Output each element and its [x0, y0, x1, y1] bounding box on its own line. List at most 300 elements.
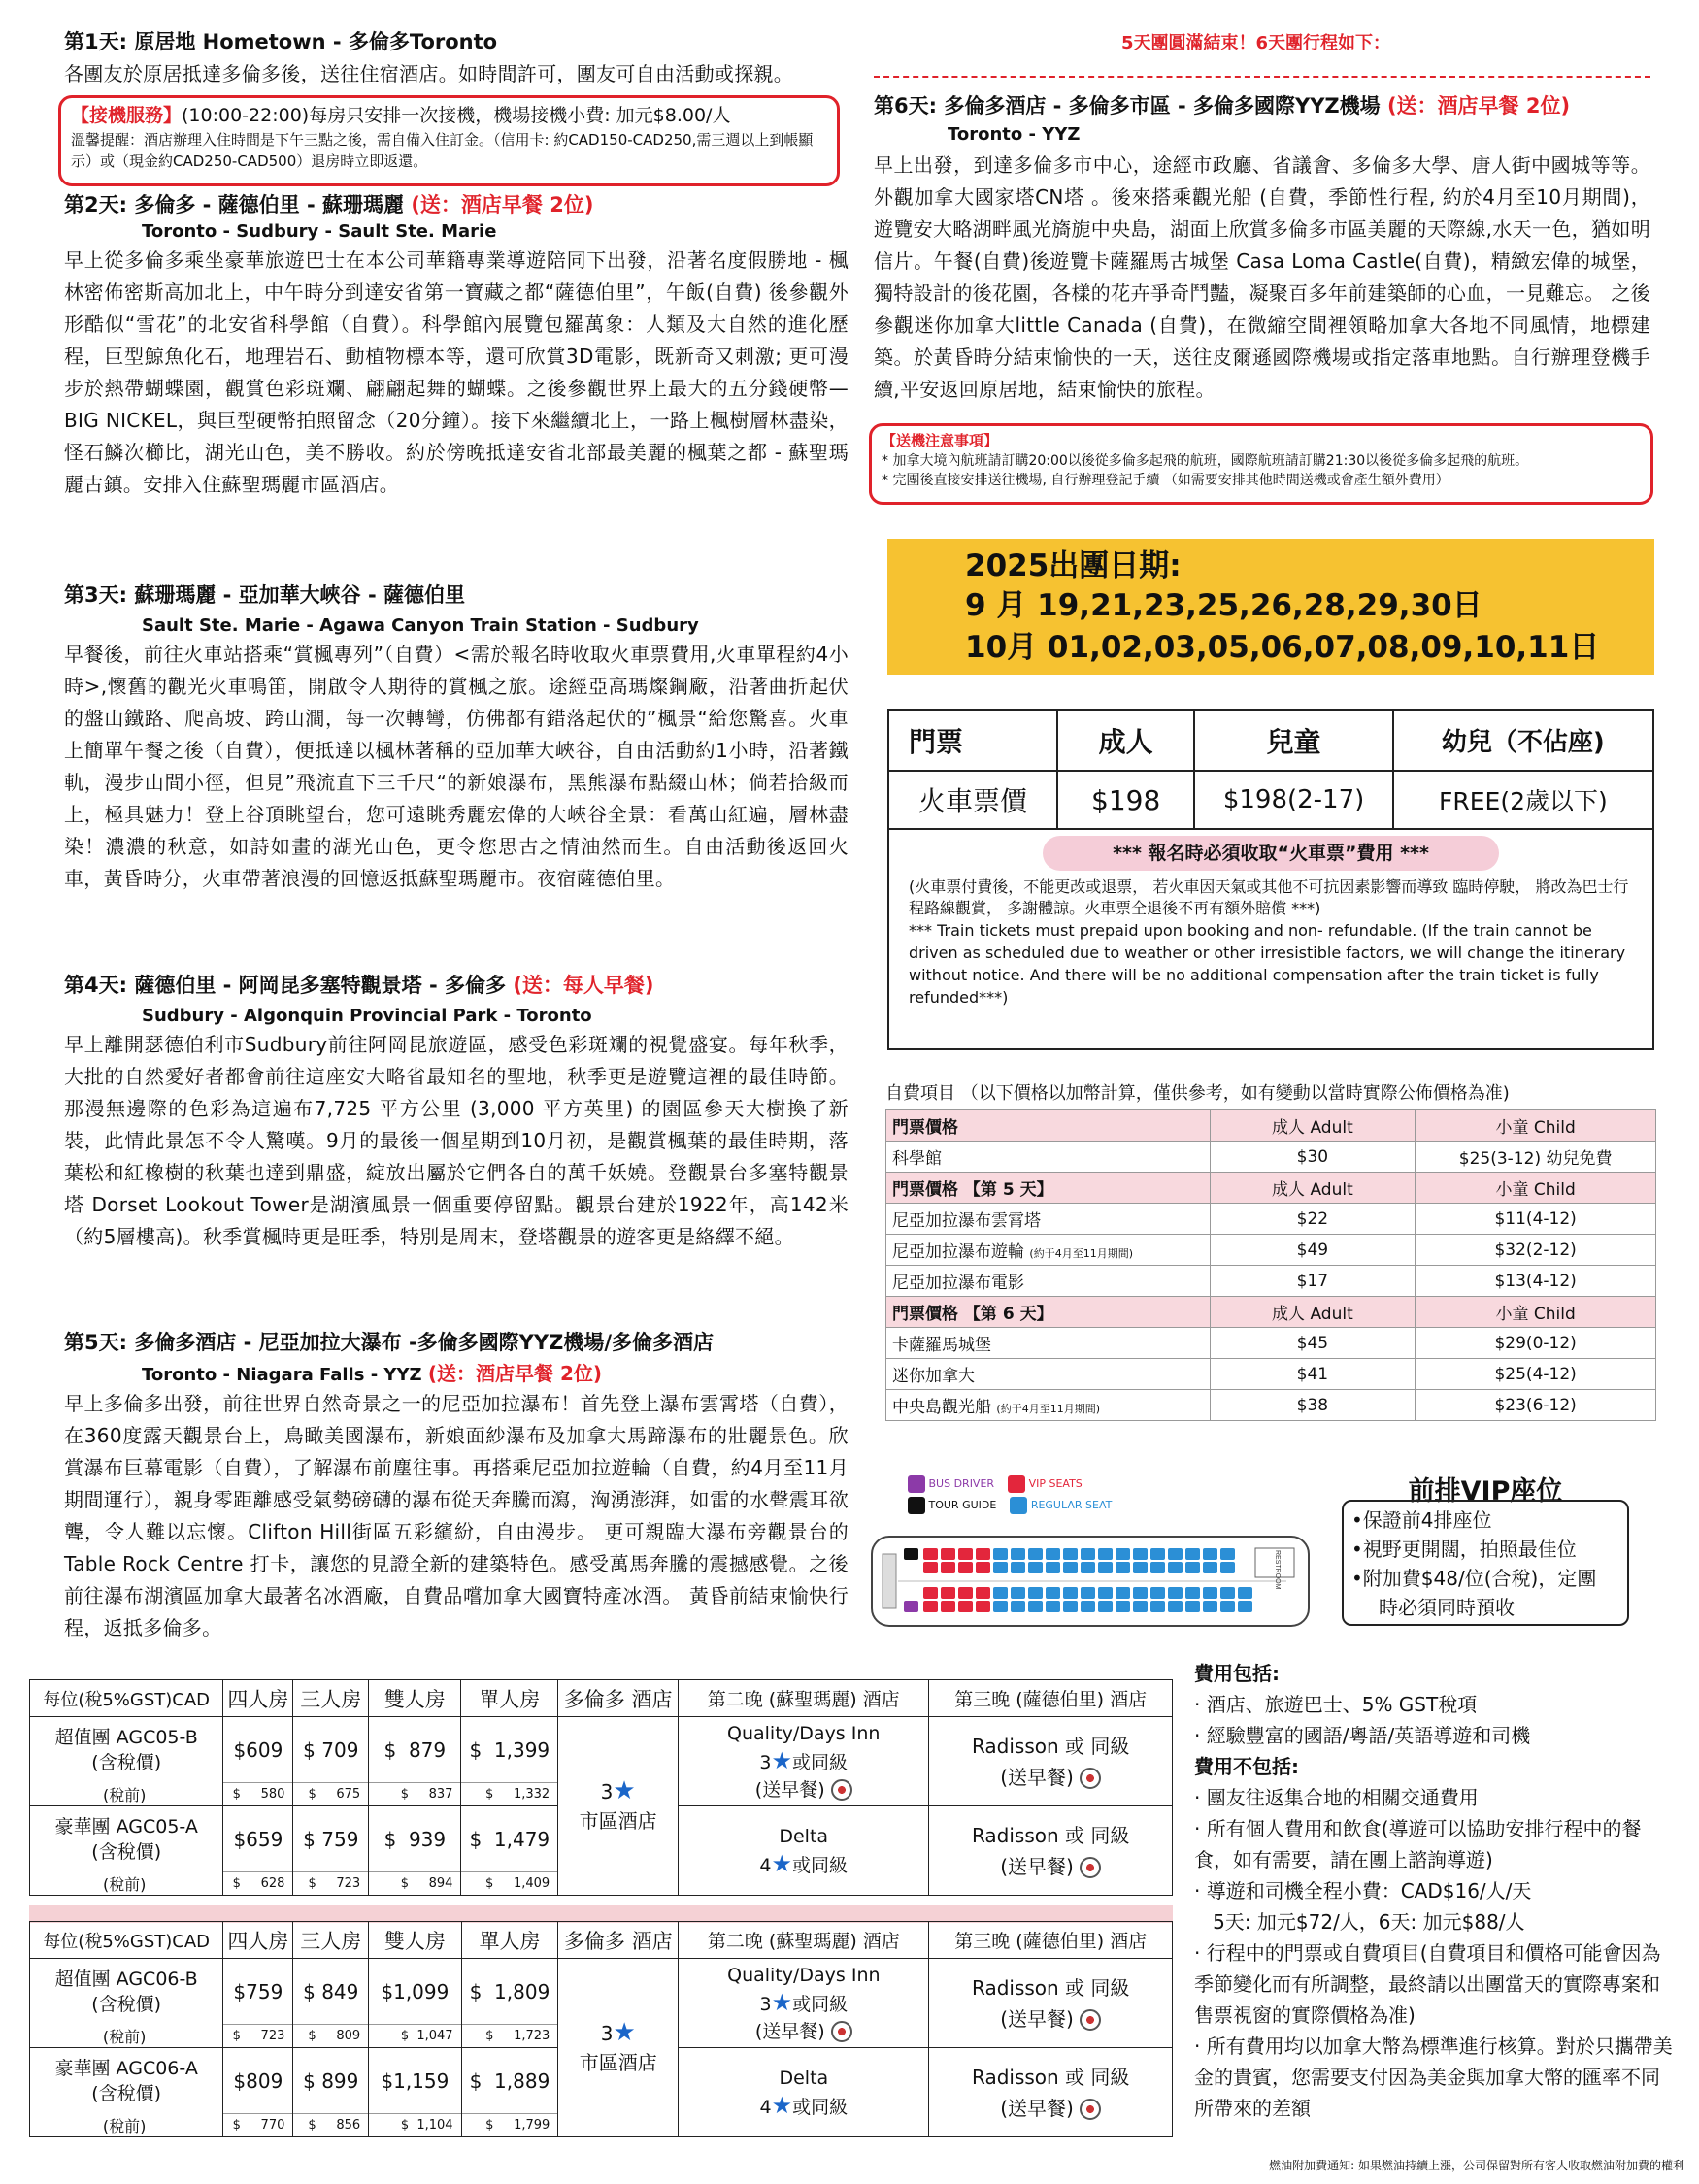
- bus-seat: [1011, 1548, 1025, 1560]
- bus-seat: [1185, 1562, 1200, 1573]
- tour-price-type: (含稅價): [91, 1751, 162, 1773]
- bus-seat: [923, 1548, 938, 1560]
- train-ticket-table: [889, 711, 1652, 830]
- day2-title: 第2天: 多倫多 - 薩德伯里 - 蘇珊瑪麗: [64, 193, 404, 216]
- fees-exclude-2: · 所有個人費用和飲食(導遊可以協助安排行程中的餐食，如有需要，請在團上諮詢導遊): [1194, 1817, 1642, 1871]
- vip-swatch: [1008, 1475, 1025, 1493]
- star-icon: ★: [613, 1776, 636, 1805]
- night2-equiv: 或同級: [792, 1993, 849, 2015]
- bus-seat: [1116, 1587, 1130, 1599]
- pretax-price: $ 1,104: [369, 2114, 461, 2137]
- bus-seat: [1046, 1548, 1060, 1560]
- table-row: [886, 1142, 1656, 1173]
- price-table-5day: [29, 1679, 1173, 1896]
- room-price: $609: [223, 1717, 293, 1783]
- fees-exclude-4: 5天: 加元$72/人，6天: 加元$88/人: [1194, 1910, 1525, 1934]
- day1-text: 各團友於原居抵達多倫多後，送往住宿酒店。如時間許可，團友可自由活動或探親。: [64, 62, 794, 85]
- pretax-price: $ 675: [293, 1783, 369, 1806]
- price-header: 雙人房: [369, 1922, 461, 1959]
- room-price: $ 939: [369, 1806, 461, 1872]
- night3-hotel: Radisson 或 同級: [972, 1975, 1130, 2000]
- bus-seat: [923, 1587, 938, 1599]
- table-row: [886, 1390, 1656, 1421]
- bus-seat: [1116, 1601, 1130, 1612]
- night2-star-count: 4: [759, 2096, 772, 2118]
- bus-seat: [1046, 1601, 1060, 1612]
- item-note: (約于4月至11月期間): [1029, 1247, 1133, 1260]
- breakfast-icon: [831, 1779, 852, 1801]
- bus-seat: [1046, 1562, 1060, 1573]
- room-price: $1,099: [369, 1959, 461, 2025]
- dates-september: 9 月 19,21,23,25,26,28,29,30日: [965, 588, 1482, 623]
- ticket-note-en: *** Train tickets must prepaid upon booking and non- refundable. (If the train cannot be driven as scheduled due to weather or other irresistible factors, we will change the itinerary without notice. And there will be no additional compensation after the train ticket is fully refunded***): [909, 921, 1626, 1007]
- day6-title: 第6天: 多倫多酒店 - 多倫多市區 - 多倫多國際YYZ機場: [874, 94, 1381, 117]
- price-header-row: [30, 1922, 1173, 1959]
- departure-notice-2: * 完團後直接安排送往機場, 自行辦理登記手續 （如需要安排其他時間送機或會產生額外費用）: [882, 473, 1449, 488]
- price-header: 四人房: [223, 1680, 293, 1717]
- item-adult-price: $30: [1210, 1142, 1416, 1173]
- bus-seat: [976, 1562, 990, 1573]
- night2-equiv: 或同級: [792, 1751, 849, 1773]
- top-right-notice: 5天團圓滿結束！6天團行程如下：: [1121, 33, 1391, 53]
- toronto-star-count: 3: [600, 1780, 614, 1803]
- toronto-hotel: 市區酒店: [579, 2051, 657, 2074]
- breakfast-icon: [1080, 2009, 1101, 2031]
- day2-gift: (送：酒店早餐 2位): [411, 193, 594, 216]
- item-child-price: $11(4-12): [1416, 1204, 1656, 1235]
- pickup-text: (10:00-22:00)每房只安排一次接機，機場接機小費: 加元$8.00/人: [182, 105, 731, 126]
- pickup-box: [58, 95, 840, 186]
- bus-seat: [1168, 1562, 1183, 1573]
- item-name: 迷你加拿大: [886, 1359, 1211, 1390]
- bus-seat: [1116, 1548, 1130, 1560]
- bus-seat: [1133, 1562, 1148, 1573]
- day1-title: 第1天: 原居地 Hometown - 多倫多Toronto: [64, 30, 498, 53]
- bus-seat: [1150, 1562, 1165, 1573]
- item-child-price: $25(3-12) 幼兒免費: [1416, 1142, 1656, 1173]
- bus-seat: [1220, 1587, 1235, 1599]
- day4-gift: (送：每人早餐): [513, 974, 654, 997]
- vip-item-3: •附加費$48/位(合稅)，定團: [1351, 1567, 1597, 1590]
- room-price: $1,159: [369, 2048, 461, 2114]
- group2-label: 門票價格 【第 5 天】: [886, 1173, 1211, 1204]
- pretax-price: $ 723: [223, 2025, 293, 2048]
- day5-text: 早上多倫多出發，前往世界自然奇景之一的尼亞加拉瀑布！首先登上瀑布雲霄塔（自費），在360度露天觀景台上，鳥瞰美國瀑布，新娘面紗瀑布及加拿大馬蹄瀑布的壯麗景色。欣賞瀑布巨幕電影（自費），了解瀑布前塵往事。再搭乘尼亞加拉遊輪（自費，約4月至11月期間運行），親身零距離感受氣勢磅礴的瀑布從天奔騰而瀉，洶湧澎湃，如雷的水聲震耳欲聾，令人難以忘懷。Clifton Hill街區五彩繽紛，自由漫步。 更可親臨大瀑布旁觀景台的 Table Rock Centre 打卡，讓您的見證全新的建築特色。感受萬馬奔騰的震撼感覺。之後前往瀑布湖濱區加拿大最著名冰酒廠，自費品嚐加拿大國寶特產冰酒。 黃昏前結束愉快行程，返抵多倫多。: [64, 1392, 849, 1639]
- train-ticket-box: [887, 709, 1654, 1050]
- star-icon: ★: [771, 1746, 793, 1774]
- day3-section: [64, 580, 849, 895]
- group1-adult-header: 成人 Adult: [1210, 1110, 1416, 1142]
- item-note: (約于4月至11月期間): [996, 1403, 1100, 1415]
- price-header: 三人房: [293, 1922, 369, 1959]
- ticket-header-ticket: 門票: [889, 711, 1057, 771]
- fees-exclude-3: · 導遊和司機全程小費：CAD$16/人/天: [1194, 1879, 1532, 1903]
- ticket-child-price: $198(2-17): [1194, 771, 1392, 829]
- bus-seat: [1081, 1587, 1095, 1599]
- departure-notice-1: * 加拿大境內航班請訂購20:00以後從多倫多起飛的航班，國際航班請訂購21:30以後從多倫多起飛的航班。: [882, 453, 1529, 469]
- bus-seat: [1011, 1562, 1025, 1573]
- day5-route: Toronto - Niagara Falls - YYZ: [142, 1365, 422, 1385]
- bus-seat: [1133, 1587, 1148, 1599]
- price-header: 每位(稅5%GST)CAD: [30, 1922, 223, 1959]
- bus-seat: [1220, 1548, 1235, 1560]
- day6-text: 早上出發，到達多倫多市中心，途經市政廳、省議會、多倫多大學、唐人街中國城等等。 外觀加拿大國家塔CN塔 。後來搭乘觀光船 (自費，季節性行程, 約於4月至10月期間)，遊覽安大略湖畔風光旖旎中央島，湖面上欣賞多倫多市區美麗的天際線,水天一色，猶如明信片。午餐(自費)後遊覽卡薩羅馬古城堡 Casa Loma Castle(自費)，精緻宏偉的城堡，獨特設計的後花園，各樣的花卉爭奇鬥豔，凝聚百多年前建築師的心血，一見難忘。 之後參觀迷你加拿大little Canada (自費)，在微縮空間裡領略加拿大各地不同風情，地標建築。於黃昏時分結束愉快的一天，送往皮爾遜國際機場或指定落車地點。自行辦理登機手續,平安返回原居地，結束愉快的旅程。: [874, 153, 1650, 401]
- bus-seat: [1203, 1601, 1217, 1612]
- ticket-banner: *** 報名時必須收取“火車票”費用 ***: [1043, 836, 1499, 871]
- night2-equiv: 或同級: [792, 2096, 849, 2118]
- star-icon: ★: [613, 2018, 636, 2047]
- group3-child-header: 小童 Child: [1416, 1297, 1656, 1328]
- tour-price-type: (含稅價): [91, 2082, 162, 2104]
- table-row: [886, 1359, 1656, 1390]
- breakfast-icon: [831, 2021, 852, 2042]
- day5-section: [64, 1328, 849, 1644]
- bus-seat: [1185, 1601, 1200, 1612]
- bus-seat: [1063, 1562, 1078, 1573]
- breakfast-icon: [1080, 1857, 1101, 1878]
- price-header-row: [30, 1680, 1173, 1717]
- group2-adult-header: 成人 Adult: [1210, 1173, 1416, 1204]
- bus-legend: [908, 1473, 1131, 1516]
- item-adult-price: $17: [1210, 1266, 1416, 1297]
- bus-seat: [1116, 1562, 1130, 1573]
- bus-seat: [1150, 1587, 1165, 1599]
- ticket-adult-price: $198: [1057, 771, 1194, 829]
- group2-child-header: 小童 Child: [1416, 1173, 1656, 1204]
- price-table-6day: [29, 1921, 1173, 2137]
- vip-box: [1342, 1500, 1629, 1626]
- bus-seat: [1028, 1587, 1043, 1599]
- pretax-price: $ 856: [293, 2114, 369, 2137]
- room-price: $ 899: [293, 2048, 369, 2114]
- ticket-header-child: 兒童: [1194, 711, 1392, 771]
- tour-name: 豪華團 AGC05-A: [54, 1815, 198, 1837]
- room-price: $ 879: [369, 1717, 461, 1783]
- fees-exclude-1: · 團友往返集合地的相關交通費用: [1194, 1786, 1479, 1809]
- tour-name: 超值團 AGC06-B: [54, 1968, 198, 1990]
- item-adult-price: $22: [1210, 1204, 1416, 1235]
- room-price: $ 759: [293, 1806, 369, 1872]
- pretax-price: $ 628: [223, 1872, 293, 1896]
- price-header: 多倫多 酒店: [558, 1680, 679, 1717]
- item-name: 尼亞加拉瀑布雲霄塔: [886, 1204, 1211, 1235]
- day6-route: Toronto - YYZ: [948, 124, 1081, 145]
- price-header: 每位(稅5%GST)CAD: [30, 1680, 223, 1717]
- vip-title: 前排VIP座位: [1408, 1476, 1563, 1506]
- breakfast-icon: [1080, 1768, 1101, 1789]
- item-child-price: $23(6-12): [1416, 1390, 1656, 1421]
- own-expense-title: 自費項目 （以下價格以加幣計算，僅供參考，如有變動以當時實際公佈價格為准): [885, 1083, 1510, 1104]
- bus-seat: [976, 1601, 990, 1612]
- night2-equiv: 或同級: [792, 1854, 849, 1876]
- bus-seat: [1150, 1548, 1165, 1560]
- table-row: [886, 1204, 1656, 1235]
- fees-include-title: 費用包括:: [1194, 1662, 1280, 1685]
- item-child-price: $13(4-12): [1416, 1266, 1656, 1297]
- bus-seat: [993, 1562, 1008, 1573]
- night2-star-count: 4: [759, 1854, 772, 1876]
- bus-seat: [958, 1601, 973, 1612]
- tour-price-type: (含稅價): [91, 1840, 162, 1863]
- regular-swatch: [1010, 1497, 1027, 1514]
- price-header: 第三晚 (薩德伯里) 酒店: [929, 1680, 1173, 1717]
- bus-seat: [1203, 1562, 1217, 1573]
- group1-label: 門票價格: [886, 1110, 1211, 1142]
- departure-notice-title: 【送機注意事項】: [882, 432, 999, 449]
- bus-seat: [1168, 1601, 1183, 1612]
- legend-regular: REGULAR SEAT: [1030, 1499, 1113, 1511]
- bus-seat: [941, 1562, 955, 1573]
- star-icon: ★: [771, 1988, 793, 2016]
- bus-seat: [941, 1587, 955, 1599]
- bus-seat: [1220, 1562, 1235, 1573]
- price-header: 多倫多 酒店: [558, 1922, 679, 1959]
- item-name: 卡薩羅馬城堡: [886, 1328, 1211, 1359]
- tax-label: (稅前): [30, 1872, 223, 1896]
- bus-seat: [923, 1562, 938, 1573]
- bus-seat: [1046, 1587, 1060, 1599]
- bus-seat: [1185, 1548, 1200, 1560]
- night3-hotel: Radisson 或 同級: [971, 1734, 1130, 1758]
- driver-swatch: [908, 1475, 925, 1493]
- item-adult-price: $38: [1210, 1390, 1416, 1421]
- day2-text: 早上從多倫多乘坐豪華旅遊巴士在本公司華籍專業導遊陪同下出發，沿著名度假勝地 - 楓林密佈密斯高加北上，中午時分到達安省第一寶藏之都“薩德伯里”，午飯(自費) 後參觀外形酷似“雪花”的北安省科學館（自費）。科學館內展覽包羅萬象：人類及大自然的進化歷程，巨型鯨魚化石，地理岩石、動植物標本等，還可欣賞3D電影，既新奇又刺激; 更可漫步於熱帶蝴蝶園，觀賞色彩斑斕、翩翩起舞的蝴蝶。之後參觀世界上最大的五分錢硬幣—BIG NICKEL，與巨型硬幣拍照留念（20分鐘）。接下來繼續北上，一路上楓樹層林盡染，怪石鱗次櫛比，湖光山色，美不勝收。約於傍晚抵達安省北部最美麗的楓葉之都 - 蘇聖瑪麗古鎮。安排入住蘇聖瑪麗市區酒店。: [64, 248, 849, 496]
- price-table-6day-wrap: [29, 1921, 1173, 2137]
- bus-seat: [1150, 1601, 1165, 1612]
- tax-label: (稅前): [30, 1783, 223, 1806]
- room-price: $809: [223, 2048, 293, 2114]
- bus-seat: [1063, 1548, 1078, 1560]
- bus-seat: [1185, 1587, 1200, 1599]
- vip-item-2: •視野更開闊，拍照最佳位: [1351, 1538, 1577, 1561]
- price-header: 單人房: [461, 1680, 558, 1717]
- price-header: 單人房: [461, 1922, 558, 1959]
- vip-item-1: •保證前4排座位: [1351, 1508, 1492, 1532]
- night2-hotel: Quality/Days Inn: [727, 1964, 881, 1986]
- price-header: 三人房: [293, 1680, 369, 1717]
- tax-label: (稅前): [30, 2114, 223, 2137]
- night2-breakfast: (送早餐): [754, 1778, 825, 1801]
- tour-price-type: (含稅價): [91, 1993, 162, 2015]
- bus-seat: [1081, 1562, 1095, 1573]
- pretax-price: $ 1,409: [461, 1872, 558, 1896]
- fees-include-2: · 經驗豐富的國語/粵語/英語導遊和司機: [1194, 1724, 1531, 1747]
- pretax-price: $ 723: [293, 1872, 369, 1896]
- own-expense-table: [885, 1109, 1656, 1421]
- night2-hotel: Quality/Days Inn: [727, 1722, 881, 1744]
- fuel-surcharge-footer: 燃油附加費通知: 如果燃油持續上漲，公司保留對所有客人收取燃油附加費的權利: [1269, 2159, 1684, 2172]
- night2-star-count: 3: [759, 1751, 772, 1773]
- night3-breakfast: (送早餐): [1000, 1854, 1074, 1878]
- bus-seat: [941, 1601, 955, 1612]
- night3-breakfast: (送早餐): [1000, 1765, 1074, 1789]
- fees-include-1: · 酒店、旅遊巴士、5% GST稅項: [1194, 1693, 1478, 1716]
- item-adult-price: $41: [1210, 1359, 1416, 1390]
- bus-seat: [1098, 1562, 1113, 1573]
- day2-section: [64, 190, 849, 501]
- pretax-price: $ 1,047: [369, 2025, 461, 2048]
- bus-seat: [976, 1548, 990, 1560]
- bus-front: [883, 1554, 896, 1608]
- day4-section: [64, 971, 849, 1253]
- day4-text: 早上離開瑟德伯利市Sudbury前往阿岡昆旅遊區，感受色彩斑斕的視覺盛宴。每年秋季，大批的自然愛好者都會前往這座安大略省最知名的聖地，秋季更是遊覽這裡的最佳時節。那漫無邊際的色彩為這遍布7,725 平方公里 (3,000 平方英里) 的園區參天大樹換了新裝，此情此景怎不令人驚嘆。9月的最後一個星期到10月初，是觀賞楓葉的最佳時期，落葉松和紅橡樹的秋葉也達到鼎盛，綻放出屬於它們各自的萬千妖嬈。登觀景台多塞特觀景塔 Dorset Lookout Tower是湖濱風景一個重要停留點。觀景台建於1922年，高142米（約5層樓高)。秋季賞楓時更是旺季，特別是周末，登塔觀景的遊客更是絡繹不絕。: [64, 1033, 849, 1248]
- bus-seat: [958, 1587, 973, 1599]
- bus-seat: [904, 1548, 918, 1560]
- price-header: 第二晚 (蘇聖瑪麗) 酒店: [679, 1680, 929, 1717]
- day4-route: Sudbury - Algonquin Provincial Park - Toronto: [142, 1006, 592, 1026]
- bus-seat: [976, 1587, 990, 1599]
- room-price: $659: [223, 1806, 293, 1872]
- bus-seat-map: [869, 1519, 1316, 1636]
- item-name: 尼亞加拉瀑布電影: [886, 1266, 1211, 1297]
- dates-october: 10月 01,02,03,05,06,07,08,09,10,11日: [965, 630, 1600, 665]
- bus-seat: [1238, 1601, 1252, 1612]
- tour-name: 超值團 AGC05-B: [54, 1726, 198, 1748]
- bus-seat: [1238, 1587, 1252, 1599]
- day5-gift: (送：酒店早餐 2位): [427, 1362, 603, 1385]
- night3-hotel: Radisson 或 同級: [972, 2065, 1130, 2089]
- pretax-price: $ 894: [369, 1872, 461, 1896]
- price-header: 第二晚 (蘇聖瑪麗) 酒店: [679, 1922, 929, 1959]
- fees-exclude-title: 費用不包括:: [1194, 1755, 1299, 1778]
- pretax-price: $ 1,723: [461, 2025, 558, 2048]
- table-row: [886, 1328, 1656, 1359]
- bus-seat: [1133, 1601, 1148, 1612]
- bus-seat: [1098, 1548, 1113, 1560]
- fees-exclude-5: · 行程中的門票或自費項目(自費項目和價格可能會因為季節變化而有所調整，最終請以出團當天的實際專案和售票視窗的實際價格為准): [1194, 1941, 1661, 2027]
- departure-notice-box: [869, 423, 1653, 505]
- legend-driver: BUS DRIVER: [928, 1477, 995, 1490]
- group3-adult-header: 成人 Adult: [1210, 1297, 1416, 1328]
- item-name: 科學館: [886, 1142, 1211, 1173]
- dashed-divider: [874, 76, 1650, 78]
- day3-text: 早餐後，前往火車站搭乘“賞楓專列”（自費）<需於報名時收取火車票費用,火車單程約4小時>,懷舊的觀光火車鳴笛，開啟令人期待的賞楓之旅。途經亞高瑪燦鋼廠，沿著曲折起伏的盤山鐵路、爬高坡、跨山澗，每一次轉彎，仿佛都有錯落起伏的”楓景“給您驚喜。火車上簡單午餐之後（自費），便抵達以楓林著稱的亞加華大峽谷，自由活動約1小時，沿著鐵軌，漫步山間小徑，但見”飛流直下三千尺“的新娘瀑布，黑熊瀑布點綴山林；倘若拾級而上，極具魅力！登上谷頂眺望台，您可遠眺秀麗宏偉的大峽谷全景：看萬山紅遍，層林盡染！濃濃的秋意，如詩如畫的湖光山色，更令您思古之情油然而生。自由活動後返回火車，黃昏時分，火車帶著浪漫的回憶返抵蘇聖瑪麗市。夜宿薩德伯里。: [64, 643, 849, 890]
- price-table-5day-wrap: [29, 1679, 1173, 1896]
- ticket-note-cn: (火車票付費後，不能更改或退票， 若火車因天氣或其他不可抗因素影響而導致 臨時停駛， 將改為巴士行程路線觀賞， 多謝體諒。火車票全退後不再有額外賠償 ***): [909, 877, 1629, 917]
- vip-item-4: 時必須同時預收: [1379, 1596, 1515, 1619]
- night3-hotel: Radisson 或 同級: [971, 1823, 1130, 1847]
- room-price: $ 709: [293, 1717, 369, 1783]
- star-icon: ★: [771, 1849, 793, 1877]
- bus-seat: [993, 1601, 1008, 1612]
- bus-seat: [958, 1548, 973, 1560]
- toronto-star-count: 3: [600, 2022, 614, 2045]
- group1-child-header: 小童 Child: [1416, 1110, 1656, 1142]
- ticket-header-infant: 幼兒（不佔座): [1393, 711, 1652, 771]
- item-child-price: $29(0-12): [1416, 1328, 1656, 1359]
- bus-seat: [1063, 1587, 1078, 1599]
- day4-title: 第4天: 薩德伯里 - 阿岡昆多塞特觀景塔 - 多倫多: [64, 974, 506, 997]
- price-header: 第三晚 (薩德伯里) 酒店: [929, 1922, 1173, 1959]
- day5-title: 第5天: 多倫多酒店 - 尼亞加拉大瀑布 -多倫多國際YYZ機場/多倫多酒店: [64, 1331, 714, 1354]
- night2-hotel: Delta: [779, 1825, 829, 1847]
- bus-seat: [1168, 1587, 1183, 1599]
- pretax-price: $ 1,799: [461, 2114, 558, 2137]
- fees-section: [1194, 1658, 1678, 2124]
- bus-seat: [958, 1562, 973, 1573]
- bus-seat: [1168, 1548, 1183, 1560]
- bus-seat: [1011, 1601, 1025, 1612]
- day2-route: Toronto - Sudbury - Sault Ste. Marie: [142, 221, 497, 242]
- bus-seat: [1028, 1601, 1043, 1612]
- item-adult-price: $49: [1210, 1235, 1416, 1266]
- bus-seat: [1203, 1548, 1217, 1560]
- item-name: 尼亞加拉瀑布遊輪: [892, 1242, 1024, 1262]
- ticket-infant-price: FREE(2歲以下): [1393, 771, 1652, 829]
- pretax-price: $ 580: [223, 1783, 293, 1806]
- night2-hotel: Delta: [779, 2067, 829, 2089]
- day6-gift: (送：酒店早餐 2位): [1386, 94, 1571, 117]
- ticket-header-adult: 成人: [1057, 711, 1194, 771]
- pretax-price: $ 809: [293, 2025, 369, 2048]
- bus-seat: [1063, 1601, 1078, 1612]
- pretax-price: $ 837: [369, 1783, 461, 1806]
- day6-section: [874, 91, 1650, 406]
- item-child-price: $25(4-12): [1416, 1359, 1656, 1390]
- tour-name: 豪華團 AGC06-A: [54, 2057, 198, 2079]
- group3-label: 門票價格 【第 6 天】: [886, 1297, 1211, 1328]
- star-icon: ★: [771, 2091, 793, 2119]
- bus-seat: [1220, 1601, 1235, 1612]
- bus-seat: [904, 1601, 918, 1612]
- room-price: $ 1,889: [461, 2048, 558, 2114]
- bus-seat: [941, 1548, 955, 1560]
- day1-section: [64, 27, 849, 90]
- room-price: $ 849: [293, 1959, 369, 2025]
- legend-vip: VIP SEATS: [1028, 1477, 1083, 1490]
- pretax-price: $ 770: [223, 2114, 293, 2137]
- tax-label: (稅前): [30, 2025, 223, 2048]
- pretax-price: $ 1,332: [461, 1783, 558, 1806]
- room-price: $ 1,399: [461, 1717, 558, 1783]
- item-name: 中央島觀光船: [892, 1398, 991, 1417]
- item-adult-price: $45: [1210, 1328, 1416, 1359]
- night2-breakfast: (送早餐): [754, 2020, 825, 2042]
- night2-star-count: 3: [759, 1993, 772, 2015]
- table-row: [30, 1959, 1173, 2025]
- night3-breakfast: (送早餐): [1000, 2006, 1074, 2031]
- bus-seat: [1098, 1587, 1113, 1599]
- room-price: $ 1,809: [461, 1959, 558, 2025]
- departure-dates: [887, 539, 1654, 675]
- night3-breakfast: (送早餐): [1000, 2096, 1074, 2120]
- bus-seat: [1133, 1548, 1148, 1560]
- guide-swatch: [908, 1497, 925, 1514]
- ticket-row-label: 火車票價: [889, 771, 1057, 829]
- bus-seat: [923, 1601, 938, 1612]
- table-row: [886, 1266, 1656, 1297]
- legend-guide: TOUR GUIDE: [928, 1499, 997, 1511]
- day3-title: 第3天: 蘇珊瑪麗 - 亞加華大峽谷 - 薩德伯里: [64, 583, 465, 607]
- table-row: [30, 1717, 1173, 1783]
- price-header: 四人房: [223, 1922, 293, 1959]
- bus-seat: [1203, 1587, 1217, 1599]
- toronto-hotel: 市區酒店: [579, 1809, 657, 1833]
- bus-seat: [993, 1587, 1008, 1599]
- pickup-label: 【接機服務】: [71, 105, 183, 126]
- breakfast-icon: [1080, 2099, 1101, 2120]
- bus-seat: [1011, 1587, 1025, 1599]
- item-child-price: $32(2-12): [1416, 1235, 1656, 1266]
- fees-exclude-6: · 所有費用均以加拿大幣為標準進行核算。對於只攜帶美金的貴賓，您需要支付因為美金與加拿大幣的匯率不同所帶來的差額: [1194, 2035, 1673, 2120]
- bus-seat: [1098, 1601, 1113, 1612]
- dates-title: 2025出團日期:: [965, 548, 1182, 583]
- bus-seat: [1028, 1548, 1043, 1560]
- bus-seat: [1028, 1562, 1043, 1573]
- room-price: $ 1,479: [461, 1806, 558, 1872]
- room-price: $759: [223, 1959, 293, 2025]
- restroom-label: RESTROOM: [1274, 1550, 1281, 1590]
